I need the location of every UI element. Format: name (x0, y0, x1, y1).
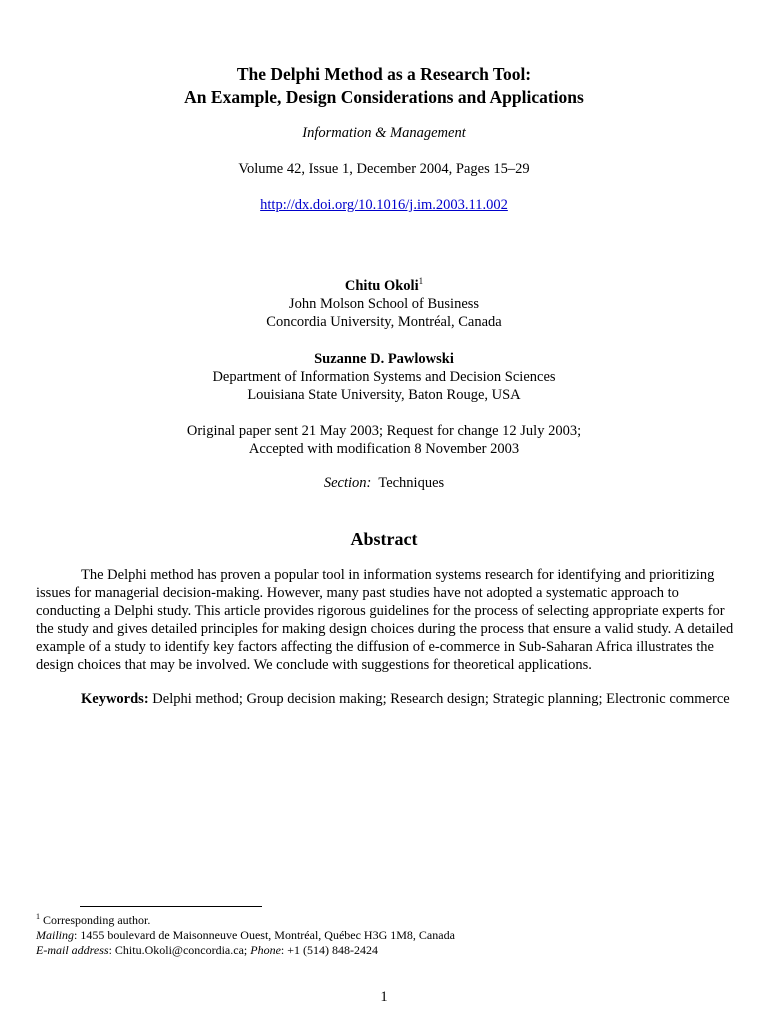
journal-name: Information & Management (302, 125, 466, 141)
footnote-mark: 1 (418, 276, 424, 287)
footnote-text: Corresponding author. (43, 913, 151, 927)
author-block-2 (0, 350, 768, 404)
doi-line (0, 197, 768, 214)
dates-line-1: Original paper sent 21 May 2003; Request for change 12 July 2003; (186, 423, 582, 439)
mailing-value: : 1455 boulevard de Maisonneuve Ouest, Montréal, Québec H3G 1M8, Canada (74, 928, 455, 942)
author-affiliation: Department of Information Systems and Decision Sciences (212, 369, 556, 385)
submission-dates (0, 422, 768, 458)
author-name: Suzanne D. Pawlowski (314, 351, 454, 367)
abstract-body: The Delphi method has proven a popular tool in information systems research for identifying and prioritizing issues for managerial decision-making. However, many past studies have not adopted a systematic approach to conducting a Delphi study. This article provides rigorous guidelines for the process of selecting appropriate experts for the study and gives detailed principles for making design choices during the process that ensure a valid study. A detailed example of a study to identify key factors affecting the diffusion of e-commerce in Sub-Saharan Africa illustrates the design choices that may be involved. We conclude with suggestions for theoretical applications. (36, 567, 734, 673)
author-affiliation: Louisiana State University, Baton Rouge, USA (247, 387, 521, 403)
author-affiliation: John Molson School of Business (288, 296, 480, 312)
keywords-value: Delphi method; Group decision making; Research design; Strategic planning; Electronic commerce (152, 691, 730, 707)
title-line-1: The Delphi Method as a Research Tool: (236, 64, 532, 84)
phone-label: Phone (250, 943, 281, 957)
title-line-2: An Example, Design Considerations and Applications (184, 87, 584, 107)
page-number: 1 (380, 989, 388, 1005)
section-value: Techniques (378, 475, 445, 491)
email-label: E-mail address (36, 943, 109, 957)
keywords-line (36, 690, 742, 708)
section-line (0, 475, 768, 492)
footnotes (36, 913, 455, 958)
phone-value: : +1 (514) 848-2424 (280, 943, 378, 957)
paper-title (0, 63, 768, 109)
footnote-mark: 1 (36, 912, 40, 921)
footnote-divider (80, 906, 262, 907)
section-label: Section: (323, 475, 372, 491)
email-value: : Chitu.Okoli@concordia.ca; (108, 943, 251, 957)
keywords-label: Keywords: (81, 691, 149, 707)
doi-link[interactable]: http://dx.doi.org/10.1016/j.im.2003.11.002 (260, 197, 508, 213)
author-affiliation: Concordia University, Montréal, Canada (266, 314, 502, 330)
mailing-label: Mailing (36, 928, 74, 942)
author-block-1 (0, 277, 768, 331)
author-name: Chitu Okoli (344, 278, 419, 294)
volume-info: Volume 42, Issue 1, December 2004, Pages 15–29 (238, 161, 530, 177)
dates-line-2: Accepted with modification 8 November 2003 (248, 441, 520, 457)
abstract-heading: Abstract (350, 529, 418, 549)
